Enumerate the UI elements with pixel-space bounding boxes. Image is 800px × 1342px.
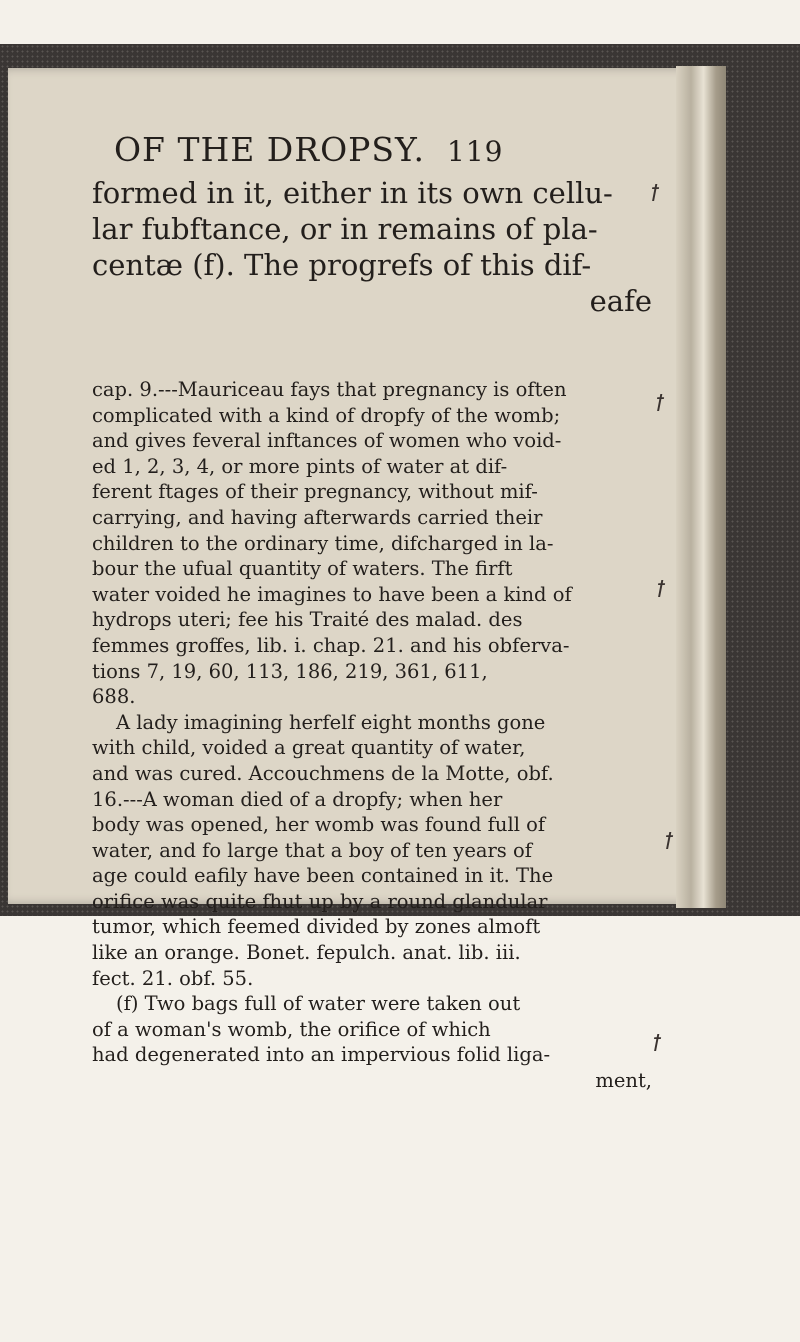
- main-catchword: eafe: [589, 284, 652, 318]
- note-catchword: ment,: [595, 1069, 652, 1093]
- note-line: 688.: [92, 685, 136, 709]
- note-line: femmes groffes, lib. i. chap. 21. and his obferva-: [92, 633, 570, 657]
- main-line: lar fubftance, or in remains of pla-: [92, 212, 598, 246]
- note-line: water voided he imagines to have been a kind of: [92, 582, 572, 606]
- note-line: carrying, and having afterwards carried their: [92, 505, 543, 529]
- running-head-title: OF THE DROPSY.: [114, 130, 425, 169]
- note-line: orifice was quite fhut up by a round glandular: [92, 889, 548, 913]
- note-line: complicated with a kind of dropfy of the womb;: [92, 403, 561, 427]
- note-line: 16.---A woman died of a dropfy; when her: [92, 787, 503, 811]
- note-line: bour the ufual quantity of waters. The firft: [92, 557, 513, 581]
- note-line: of a woman's womb, the orifice of which: [92, 1017, 491, 1041]
- note-line: tions 7, 19, 60, 113, 186, 219, 361, 611,: [92, 659, 488, 683]
- note-line: age could eafily have been contained in it. The: [92, 864, 554, 888]
- note-line: had degenerated into an impervious folid liga-: [92, 1043, 551, 1067]
- note-line: body was opened, her womb was found full of: [92, 813, 546, 837]
- note-line: hydrops uteri; fee his Traité des malad. des: [92, 608, 523, 632]
- note-line: water, and fo large that a boy of ten years of: [92, 838, 532, 862]
- page-text: [92, 130, 652, 1094]
- note-line: children to the ordinary time, difcharged in la-: [92, 531, 554, 555]
- page-number: 119: [447, 135, 504, 168]
- note-line: cap. 9.---Mauriceau fays that pregnancy is often: [92, 378, 567, 401]
- note-line: (f) Two bags full of water were taken out: [116, 992, 521, 1016]
- margin-mark: ꝉ: [664, 830, 674, 855]
- main-line: formed in it, either in its own cellu-: [92, 176, 613, 210]
- footnotes: [92, 377, 652, 1094]
- margin-mark: ꝉ: [656, 578, 666, 603]
- note-line: ferent ftages of their pregnancy, without mif-: [92, 480, 538, 504]
- note-line: A lady imagining herfelf eight months gone: [116, 710, 546, 734]
- running-head: [114, 130, 652, 169]
- note-line: fect. 21. obf. 55.: [92, 966, 254, 990]
- main-paragraph: [92, 175, 652, 319]
- note-line: with child, voided a great quantity of water,: [92, 736, 526, 760]
- main-line: centæ (f). The progrefs of this dif-: [92, 248, 592, 282]
- margin-mark: ꝉ: [655, 392, 665, 417]
- note-line: tumor, which feemed divided by zones almoft: [92, 915, 541, 939]
- margin-mark: ꝉ: [650, 182, 660, 207]
- note-line: and gives feveral inftances of women who void-: [92, 429, 562, 453]
- note-line: like an orange. Bonet. fepulch. anat. lib. iii.: [92, 941, 521, 965]
- margin-mark: ꝉ: [652, 1032, 662, 1057]
- note-line: ed 1, 2, 3, 4, or more pints of water at dif-: [92, 454, 508, 478]
- page-edge: [676, 66, 726, 908]
- note-line: and was cured. Accouchmens de la Motte, obf.: [92, 761, 554, 785]
